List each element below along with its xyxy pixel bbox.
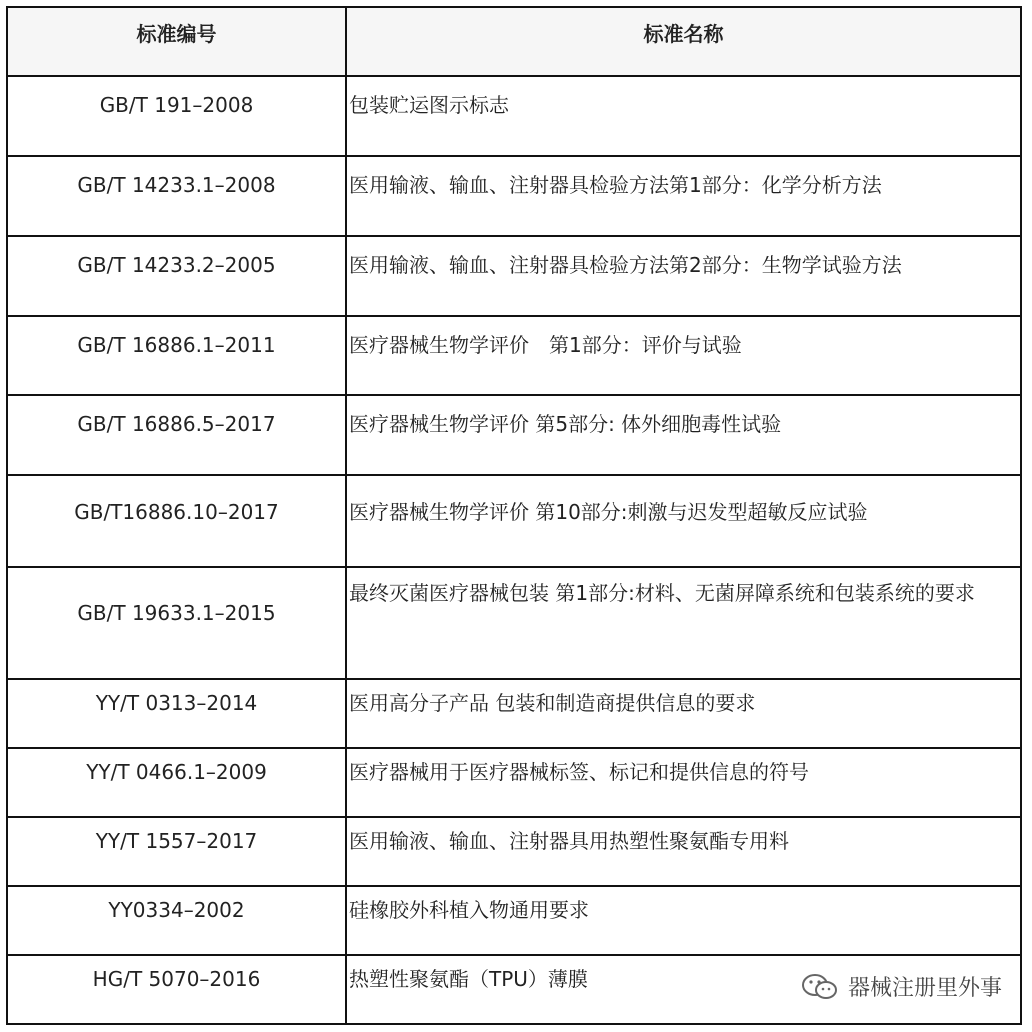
standard-code: GB/T 19633.1–2015 xyxy=(8,568,347,678)
standard-name: 最终灭菌医疗器械包装 第1部分:材料、无菌屏障系统和包装系统的要求 xyxy=(347,568,1022,678)
table-row xyxy=(8,157,1022,237)
table-row xyxy=(8,749,1022,818)
table-row xyxy=(8,317,1022,396)
standard-code: GB/T16886.10–2017 xyxy=(8,476,347,566)
standard-code: GB/T 191–2008 xyxy=(8,77,347,155)
header-name: 标准名称 xyxy=(347,8,1022,75)
standard-code: HG/T 5070–2016 xyxy=(8,956,347,1023)
table-row xyxy=(8,818,1022,887)
table-row xyxy=(8,476,1022,568)
standard-code: YY/T 0466.1–2009 xyxy=(8,749,347,816)
standard-code: YY/T 1557–2017 xyxy=(8,818,347,885)
standard-name: 硅橡胶外科植入物通用要求 xyxy=(347,887,1022,954)
standard-name: 医用输液、输血、注射器具检验方法第2部分：生物学试验方法 xyxy=(347,237,1022,315)
standard-code: YY/T 0313–2014 xyxy=(8,680,347,747)
watermark xyxy=(800,971,1002,1002)
table-row xyxy=(8,887,1022,956)
wechat-icon xyxy=(800,972,840,1002)
standard-name: 医疗器械生物学评价 第1部分：评价与试验 xyxy=(347,317,1022,394)
standard-name: 热塑性聚氨酯（TPU）薄膜 xyxy=(347,956,1022,1023)
table-row xyxy=(8,568,1022,680)
standard-code: GB/T 16886.1–2011 xyxy=(8,317,347,394)
standard-name: 医疗器械生物学评价 第10部分:刺激与迟发型超敏反应试验 xyxy=(347,476,1022,566)
standards-table xyxy=(6,6,1022,1025)
table-row xyxy=(8,237,1022,317)
table-row xyxy=(8,680,1022,749)
standard-name: 医疗器械用于医疗器械标签、标记和提供信息的符号 xyxy=(347,749,1022,816)
table-header-row xyxy=(8,8,1022,77)
standard-code: GB/T 14233.1–2008 xyxy=(8,157,347,235)
standard-name: 医疗器械生物学评价 第5部分: 体外细胞毒性试验 xyxy=(347,396,1022,474)
standard-name: 医用输液、输血、注射器具检验方法第1部分：化学分析方法 xyxy=(347,157,1022,235)
standard-code: GB/T 16886.5–2017 xyxy=(8,396,347,474)
table-row xyxy=(8,396,1022,476)
standard-name: 包装贮运图示标志 xyxy=(347,77,1022,155)
standard-name: 医用输液、输血、注射器具用热塑性聚氨酯专用料 xyxy=(347,818,1022,885)
header-code: 标准编号 xyxy=(8,8,347,75)
standard-code: YY0334–2002 xyxy=(8,887,347,954)
watermark-text: 器械注册里外事 xyxy=(847,976,1002,1001)
standard-name: 医用高分子产品 包装和制造商提供信息的要求 xyxy=(347,680,1022,747)
table-row xyxy=(8,77,1022,157)
standard-code: GB/T 14233.2–2005 xyxy=(8,237,347,315)
